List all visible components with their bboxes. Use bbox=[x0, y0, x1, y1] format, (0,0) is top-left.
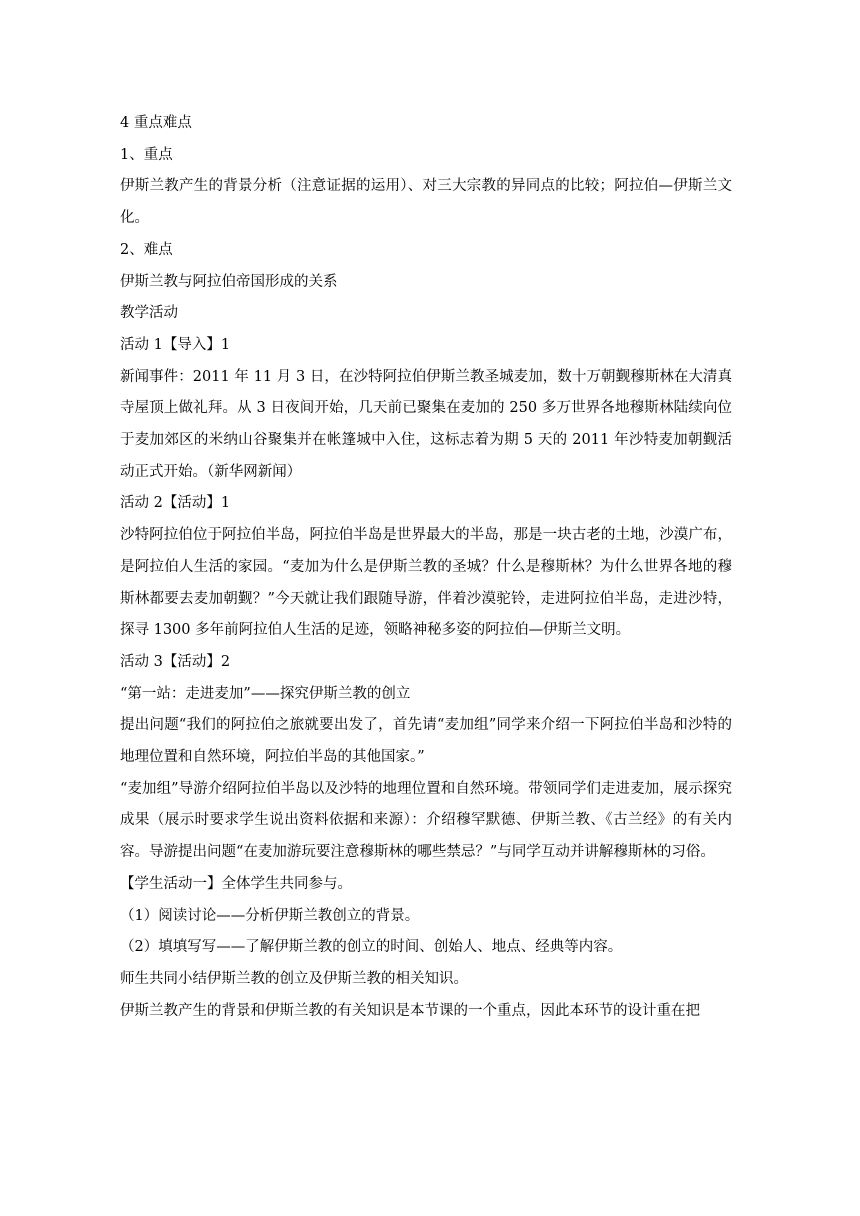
mecca-group-paragraph: “麦加组”导游介绍阿拉伯半岛以及沙特的地理位置和自然环境。带领同学们走进麦加，展示探究成果（展示时要求学生说出资料依据和来源）：介绍穆罕默德、伊斯兰教、《古兰经》的有关内容。导游提出问题“在麦加游玩要注意穆斯林的哪些禁忌？”与同学互动并讲解穆斯林的习俗。 bbox=[120, 780, 732, 861]
activity3-title: 活动 3【活动】2 bbox=[120, 653, 231, 670]
student-activity1: 【学生活动一】全体学生共同参与。 bbox=[120, 875, 352, 892]
activity2-title: 活动 2【活动】1 bbox=[120, 495, 231, 512]
activity1-title: 活动 1【导入】1 bbox=[120, 336, 231, 353]
activity1-paragraph: 新闻事件：2011 年 11 月 3 日，在沙特阿拉伯伊斯兰教圣城麦加，数十万朝觐穆斯林在大清真寺屋顶上做礼拜。从 3 日夜间开始，几天前已聚集在麦加的 250 多万世界各地穆斯林陆续向位于麦加郊区的米纳山谷聚集并在帐篷城中入住，这标志着为期 5 天的 2011 年沙特麦加朝觐活动正式开始。（新华网新闻） bbox=[120, 368, 732, 480]
activity2-paragraph: 沙特阿拉伯位于阿拉伯半岛，阿拉伯半岛是世界最大的半岛，那是一块古老的土地，沙漠广布，是阿拉伯人生活的家园。“麦加为什么是伊斯兰教的圣城？什么是穆斯林？为什么世界各地的穆斯林都要去麦加朝觐？”今天就让我们跟随导游，伴着沙漠驼铃，走进阿拉伯半岛，走进沙特，探寻 1300 多年前阿拉伯人生活的足迹，领略神秘多姿的阿拉伯—伊斯兰文明。 bbox=[120, 527, 732, 639]
list-item: （2）填填写写——了解伊斯兰教的创立的时间、创始人、地点、经典等内容。 bbox=[120, 939, 623, 956]
list-item: （1）阅读讨论——分析伊斯兰教创立的背景。 bbox=[120, 907, 420, 924]
section-heading-key-points: 4 重点难点 bbox=[120, 115, 192, 131]
key-points-paragraph: 伊斯兰教产生的背景分析（注意证据的运用）、对三大宗教的异同点的比较；阿拉伯—伊斯兰文化。 bbox=[120, 178, 732, 227]
teaching-activities-heading: 教学活动 bbox=[120, 305, 178, 322]
subheading-key-points: 1、重点 bbox=[120, 146, 173, 163]
subheading-difficulty: 2、难点 bbox=[120, 241, 173, 258]
question-paragraph: 提出问题“我们的阿拉伯之旅就要出发了，首先请“麦加组”同学来介绍一下阿拉伯半岛和沙特的地理位置和自然环境，阿拉伯半岛的其他国家。” bbox=[120, 717, 732, 766]
difficulty-paragraph: 伊斯兰教与阿拉伯帝国形成的关系 bbox=[120, 273, 338, 290]
closing-paragraph: 伊斯兰教产生的背景和伊斯兰教的有关知识是本节课的一个重点，因此本环节的设计重在把 bbox=[120, 1002, 700, 1019]
station1-heading: “第一站：走进麦加”——探究伊斯兰教的创立 bbox=[120, 685, 411, 702]
document-page bbox=[120, 108, 732, 1027]
summary-paragraph: 师生共同小结伊斯兰教的创立及伊斯兰教的相关知识。 bbox=[120, 970, 468, 987]
